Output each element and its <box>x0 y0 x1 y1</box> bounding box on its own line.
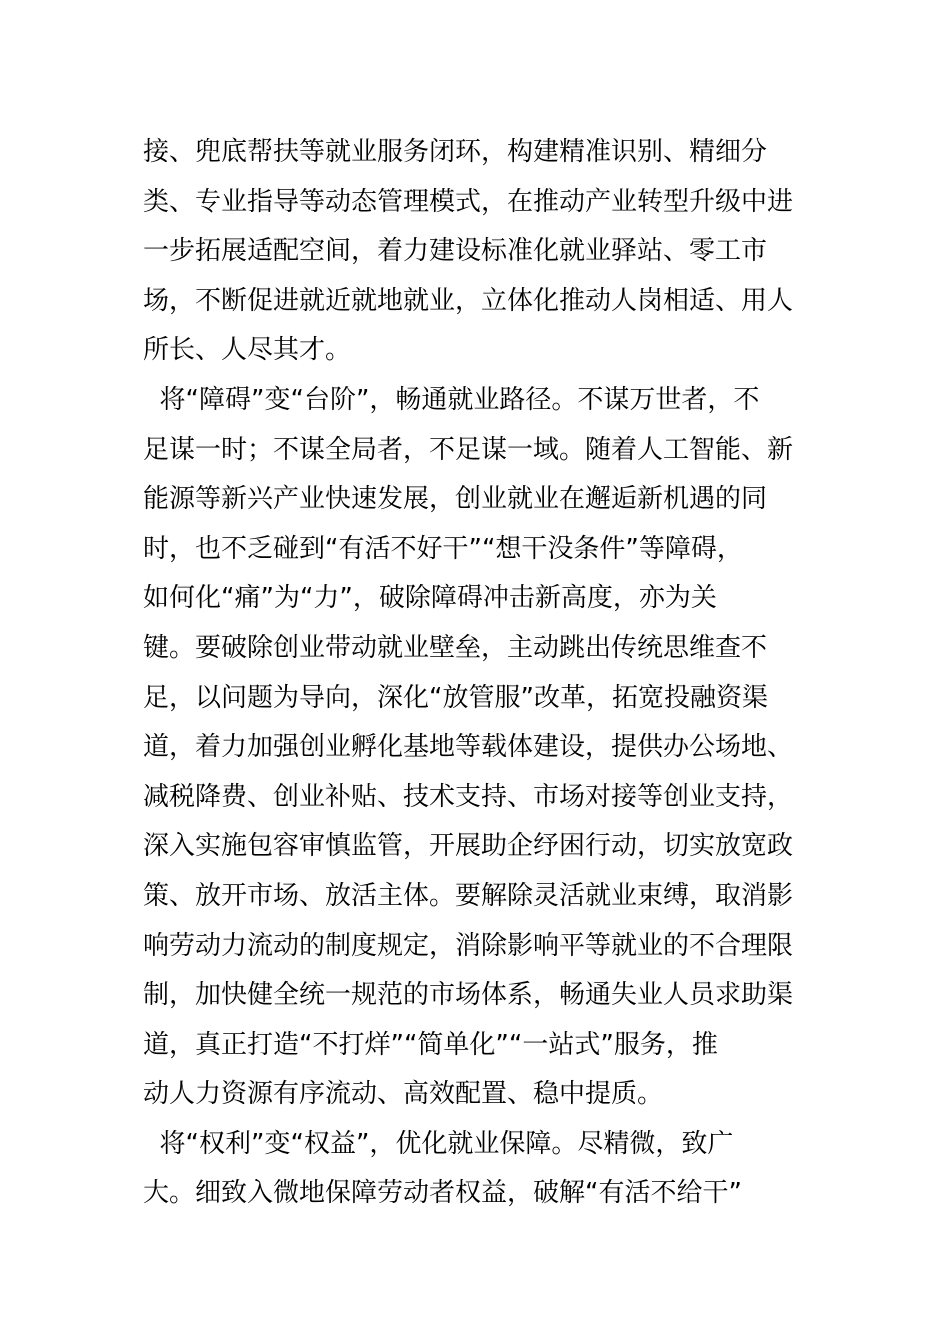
text-line: 如何化“痛”为“力”，破除障碍冲击新高度，亦为关 <box>143 583 717 614</box>
text-line: 道，真正打造“不打烊”“简单化”“一站式”服务，推 <box>143 1029 718 1060</box>
text-line: 制，加快健全统一规范的市场体系，畅通失业人员求助渠 <box>143 980 794 1011</box>
body-text <box>143 128 813 1219</box>
text-line: 道，着力加强创业孵化基地等载体建设，提供办公场地、 <box>143 732 794 763</box>
text-line: 键。要破除创业带动就业壁垒，主动跳出传统思维查不 <box>143 632 768 663</box>
text-line: 一步拓展适配空间，着力建设标准化就业驿站、零工市 <box>143 236 768 267</box>
text-line: 深入实施包容审慎监管，开展助企纾困行动，切实放宽政 <box>143 831 794 862</box>
text-line: 能源等新兴产业快速发展，创业就业在邂逅新机遇的同 <box>143 484 768 515</box>
text-line: 时，也不乏碰到“有活不好干”“想干没条件”等障碍， <box>143 533 743 564</box>
text-line: 足谋一时；不谋全局者，不足谋一域。随着人工智能、新 <box>143 434 794 465</box>
text-line: 类、专业指导等动态管理模式，在推动产业转型升级中进 <box>143 186 794 217</box>
paragraph-start-line: 将“障碍”变“台阶”，畅通就业路径。不谋万世者，不 <box>143 384 760 415</box>
text-line: 减税降费、创业补贴、技术支持、市场对接等创业支持， <box>143 781 794 812</box>
text-line: 场，不断促进就近就地就业，立体化推动人岗相适、用人 <box>143 285 794 316</box>
text-line: 响劳动力流动的制度规定，消除影响平等就业的不合理限 <box>143 930 794 961</box>
text-line: 大。细致入微地保障劳动者权益，破解“有活不给干” <box>143 1178 742 1209</box>
text-line: 接、兜底帮扶等就业服务闭环，构建精准识别、精细分 <box>143 137 768 167</box>
text-line: 动人力资源有序流动、高效配置、稳中提质。 <box>143 1079 664 1110</box>
text-line: 足，以问题为导向，深化“放管服”改革，拓宽投融资渠 <box>143 682 768 713</box>
text-line: 所长、人尽其才。 <box>143 335 352 366</box>
paragraph-start-line: 将“权利”变“权益”，优化就业保障。尽精微，致广 <box>143 1128 734 1159</box>
text-line: 策、放开市场、放活主体。要解除灵活就业束缚，取消影 <box>143 880 794 911</box>
